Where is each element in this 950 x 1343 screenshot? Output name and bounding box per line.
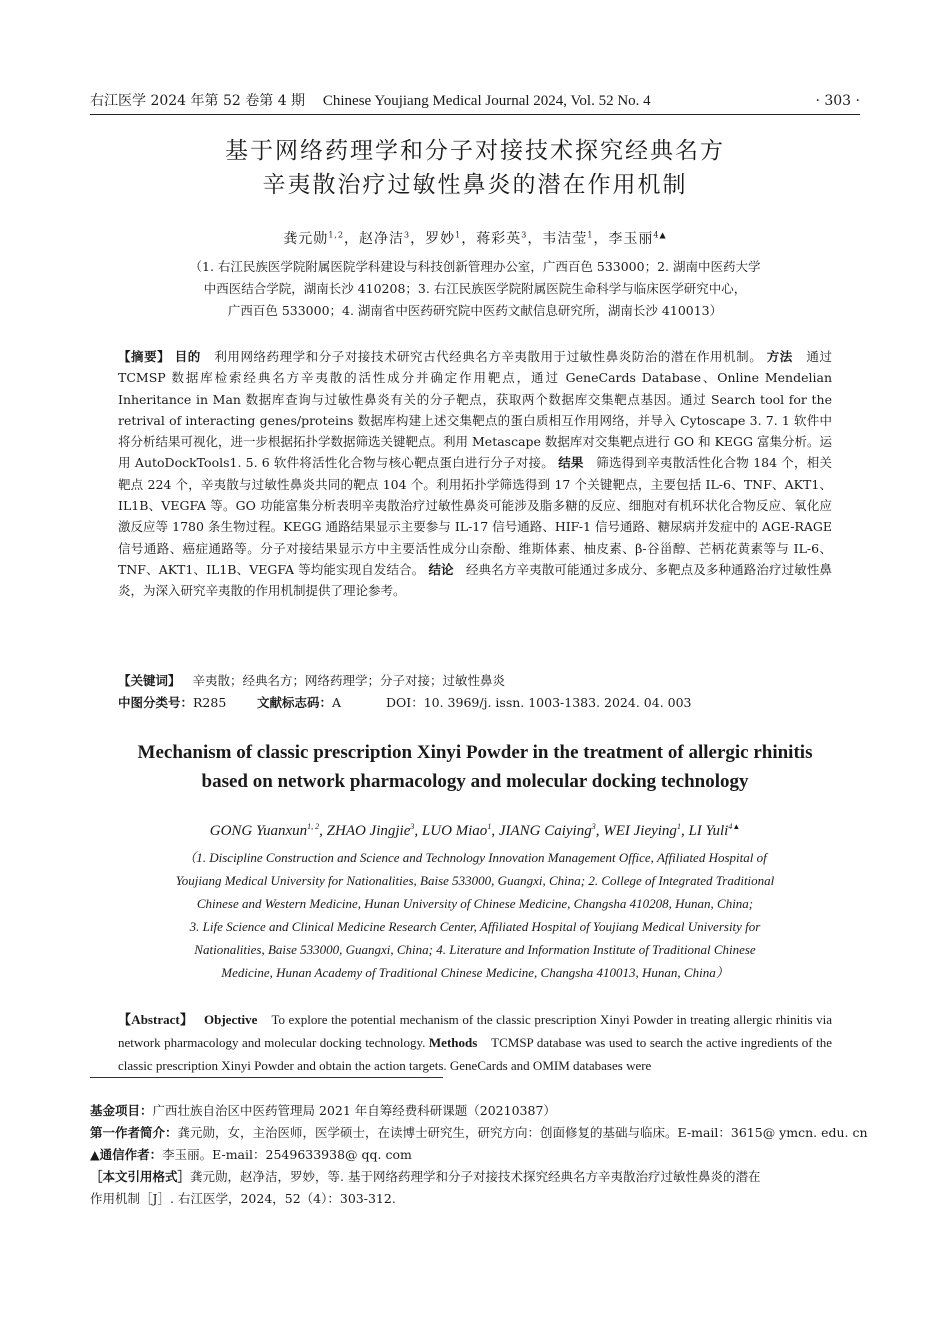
author-cn-6-aff: 4▲ <box>653 230 667 240</box>
author-en-1-aff: 1, 2 <box>307 822 320 831</box>
author-cn-5: ，韦洁莹 <box>527 231 588 247</box>
clc-label: 中图分类号： <box>118 695 194 710</box>
corresponding-label: ▲通信作者： <box>90 1147 163 1162</box>
author-en-5: , WEI Jieying <box>595 823 677 839</box>
author-cn-5-aff: 1 <box>587 230 594 240</box>
author-cn-2-aff: 3 <box>404 230 411 240</box>
affiliation-en-line: Youjiang Medical University for Nationalities, Baise 533000, Guangxi, China; 2. College of Integrated Traditional <box>175 873 775 888</box>
footnote-citation-cont <box>90 1188 870 1209</box>
author-en-4-aff: 3 <box>591 822 596 831</box>
abstract-cn-label: 【摘要】 <box>118 349 171 364</box>
doc-code: A <box>332 695 342 710</box>
title-cn-line2: 辛夷散治疗过敏性鼻炎的潜在作用机制 <box>262 172 688 198</box>
objective-cn-label: 目的 <box>174 349 201 364</box>
keywords-cn-label: 【关键词】 <box>118 673 181 688</box>
citation-label: ［本文引用格式］ <box>90 1169 191 1184</box>
author-en-3-aff: 1 <box>487 822 492 831</box>
affiliation-cn-line: 中西医结合学院，湖南长沙 410208；3. 右江民族医学院附属医院生命科学与临床医学研究中心， <box>203 281 747 296</box>
methods-en-label: Methods <box>428 1035 478 1050</box>
fund-label: 基金项目： <box>90 1103 153 1118</box>
methods-cn-label: 方法 <box>766 349 793 364</box>
author-cn-4: ，蒋彩英 <box>461 231 522 247</box>
corresponding-text: 李玉丽。E-mail：2549633938@ qq. com <box>162 1147 412 1162</box>
affiliation-en-line: （1. Discipline Construction and Science and Technology Innovation Management Office, Affiliated Hospital of <box>183 850 767 865</box>
doi: DOI：10. 3969/j. issn. 1003-1383. 2024. 04. 003 <box>386 695 692 710</box>
author-cn-1-aff: 1,2 <box>328 230 345 240</box>
keywords-cn-text: 辛夷散；经典名方；网络药理学；分子对接；过敏性鼻炎 <box>192 673 505 688</box>
title-cn-line1: 基于网络药理学和分子对接技术探究经典名方 <box>225 138 725 164</box>
abstract-cn <box>118 346 832 602</box>
header-page-number: · 303 · <box>815 93 860 109</box>
authors-cn <box>90 228 860 248</box>
title-en <box>90 738 860 796</box>
conclusion-cn-label: 结论 <box>428 561 454 577</box>
header-journal-cn: 右江医学 2024 年第 52 卷第 4 期 <box>90 93 306 109</box>
footnote-citation <box>90 1166 870 1187</box>
objective-en-text: To explore the potential mechanism of the classic prescription Xinyi Powder in treating allergic rhinitis via network pharmacology and molecular docking technology. <box>118 1012 832 1050</box>
footnote-first-author <box>90 1122 870 1143</box>
authors-en <box>90 822 860 840</box>
keywords-cn <box>118 670 832 691</box>
author-en-3: , LUO Miao <box>414 823 488 839</box>
doc-code-label: 文献标志码： <box>257 695 333 710</box>
author-cn-3: ，罗妙 <box>410 231 456 247</box>
abstract-en-label: 【Abstract】 <box>118 1012 194 1027</box>
fund-text: 广西壮族自治区中医药管理局 2021 年自筹经费科研课题（20210387） <box>152 1103 556 1118</box>
citation-line1: 龚元勋，赵净洁，罗妙，等. 基于网络药理学和分子对接技术探究经典名方辛夷散治疗过敏性鼻炎的潜在 <box>190 1169 761 1184</box>
author-cn-4-aff: 3 <box>521 230 528 240</box>
affiliation-en-line: Nationalities, Baise 533000, Guangxi, China; 4. Literature and Information Institute of Traditional Chinese <box>194 942 756 957</box>
title-en-line1: Mechanism of classic prescription Xinyi Powder in the treatment of allergic rhinitis <box>137 742 813 763</box>
first-author-label: 第一作者简介： <box>90 1125 178 1140</box>
footnote-corresponding <box>90 1144 870 1165</box>
author-cn-2: ，赵净洁 <box>344 231 405 247</box>
abstract-en <box>118 1008 832 1077</box>
author-en-2: , ZHAO Jingjie <box>319 823 411 839</box>
author-en-4: , JIANG Caiying <box>491 823 592 839</box>
author-cn-3-aff: 1 <box>455 230 462 240</box>
title-en-line2: based on network pharmacology and molecular docking technology <box>201 771 749 792</box>
objective-en-label: Objective <box>204 1012 258 1027</box>
affiliation-cn-line: （1. 右江民族医学院附属医院学科建设与科技创新管理办公室，广西百色 533000；2. 湖南中医药大学 <box>189 259 761 274</box>
header-journal-info <box>90 90 651 112</box>
author-en-6: , LI Yuli <box>680 823 729 839</box>
affiliation-en-line: Medicine, Hunan Academy of Traditional Chinese Medicine, Changsha 410013, Hunan, China） <box>221 965 729 980</box>
footnote-divider <box>90 1077 443 1078</box>
methods-en-text: TCMSP database was used to search the active ingredients of the classic prescription Xinyi Powder and obtain the action targets. GeneCards and OMIM databases were <box>118 1035 833 1073</box>
methods-cn-text: 通过 TCMSP 数据库检索经典名方辛夷散的活性成分并确定作用靶点，通过 GeneCards Database、Online Mendelian Inheritance in Man 数据库查询与过敏性鼻炎有关的分子靶点，获取两个数据库交集靶点基因。通过 Search tool for the retrival of interacting genes/proteins 数据库构建上述交集靶点的蛋白质相互作用网络，并导入 Cytoscape 3. 7. 1 软件中将分析结果可视化，进一步根据拓扑学数据筛选关键靶点。利用 Metascape 数据库对交集靶点进行 GO 和 KEGG 富集分析。运用 AutoDockTools1. 5. 6 软件将活性化合物与核心靶点蛋白进行分子对接。 <box>118 349 832 471</box>
objective-cn-text: 利用网络药理学和分子对接技术研究古代经典名方辛夷散用于过敏性鼻炎防治的潜在作用机制。 <box>214 349 763 364</box>
author-en-2-aff: 3 <box>410 822 415 831</box>
conclusion-cn-text: 经典名方辛夷散可能通过多成分、多靶点及多种通路治疗过敏性鼻炎，为深入研究辛夷散的作用机制提供了理论参考。 <box>118 561 832 599</box>
results-cn-text: 筛选得到辛夷散活性化合物 184 个，相关靶点 224 个，辛夷散与过敏性鼻炎共同的靶点 104 个。利用拓扑学筛选得到 17 个关键靶点，主要包括 IL-6、TNF、AKT1、IL1B、VEGFA 等。GO 功能富集分析表明辛夷散治疗过敏性鼻炎可能涉及脂多糖的反应、细胞对有机环状化合物反应、氧化应激反应等 1780 条生物过程。KEGG 通路结果显示主要参与 IL-17 信号通路、HIF-1 信号通路、糖尿病并发症中的 AGE-RAGE 信号通路、癌症通路等。分子对接结果显示方中主要活性成分山奈酚、维斯体素、柚皮素、β-谷甾醇、芒柄花黄素等与 IL-6、TNF、AKT1、IL1B、VEGFA 等均能实现自发结合。 <box>118 455 832 577</box>
first-author-text: 龚元勋，女，主治医师，医学硕士，在读博士研究生，研究方向：创面修复的基础与临床。E-mail：3615@ ymcn. edu. cn <box>177 1125 868 1140</box>
footnote-fund <box>90 1100 870 1121</box>
running-header <box>90 90 860 115</box>
results-cn-label: 结果 <box>558 455 584 471</box>
citation-line2: 作用机制［J］. 右江医学，2024，52（4）：303-312. <box>90 1191 396 1206</box>
clc-code: R285 <box>193 695 227 710</box>
author-cn-6: ，李玉丽 <box>593 231 654 247</box>
author-en-1: GONG Yuanxun <box>209 823 308 839</box>
author-cn-1: 龚元勋 <box>283 231 329 247</box>
header-journal-en: Chinese Youjiang Medical Journal 2024, Vol. 52 No. 4 <box>322 93 651 109</box>
author-en-6-aff: 4▲ <box>728 822 741 831</box>
affiliation-cn-line: 广西百色 533000；4. 湖南省中医药研究院中医药文献信息研究所，湖南长沙 410013） <box>227 303 723 318</box>
classification-line <box>118 692 832 713</box>
affiliation-en-line: 3. Life Science and Clinical Medicine Research Center, Affiliated Hospital of Youjiang Medical University for <box>189 919 761 934</box>
affiliation-en-line: Chinese and Western Medicine, Hunan University of Chinese Medicine, Changsha 410208, Hunan, China; <box>196 896 754 911</box>
author-en-5-aff: 1 <box>676 822 681 831</box>
